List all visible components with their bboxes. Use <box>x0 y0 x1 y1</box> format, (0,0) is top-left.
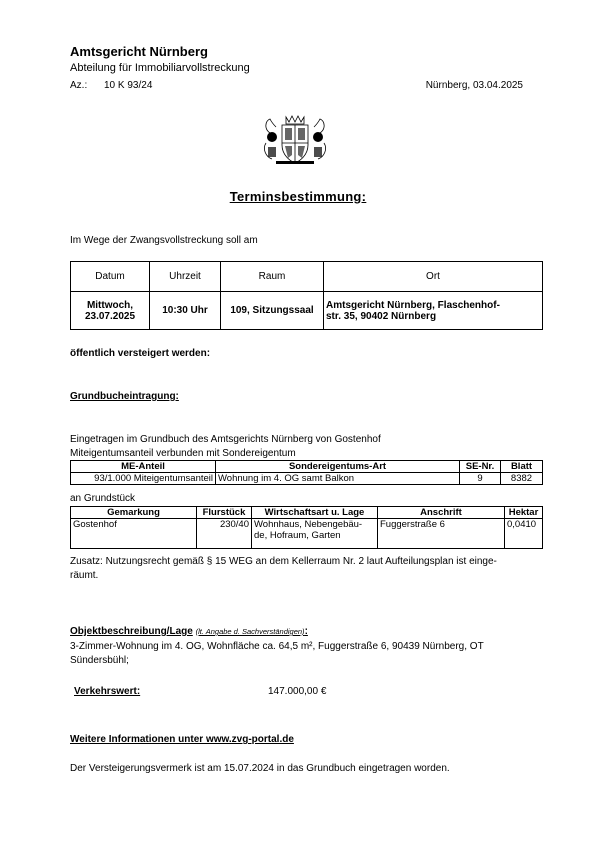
appointment-time: 10:30 Uhr <box>150 292 221 330</box>
hektar-value: 0,0410 <box>505 519 543 549</box>
grundstueck-table <box>70 506 543 549</box>
blatt-value: 8382 <box>501 473 543 485</box>
se-nr-value: 9 <box>460 473 501 485</box>
header-uhrzeit: Uhrzeit <box>150 262 221 292</box>
grundbuch-line1: Eingetragen im Grundbuch des Amtsgerichts Nürnberg von Gostenhof <box>70 434 381 445</box>
wirtschaftsart-line2: de, Hofraum, Garten <box>254 530 341 541</box>
me-anteil-value: 93/1.000 Miteigentumsanteil <box>71 473 216 485</box>
header-wirtschaftsart: Wirtschaftsart u. Lage <box>252 507 378 519</box>
sondereigentum-table <box>70 460 543 485</box>
header-me-anteil: ME-Anteil <box>71 461 216 473</box>
verkehrswert-label: Verkehrswert: <box>74 686 141 697</box>
objekt-heading-colon: : <box>304 626 308 637</box>
grundbuch-line2: Miteigentumsanteil verbunden mit Sondereigentum <box>70 448 296 459</box>
header-sondereigentums-art: Sondereigentums-Art <box>216 461 460 473</box>
footer-text: Der Versteigerungsvermerk ist am 15.07.2024 in das Grundbuch eingetragen worden. <box>70 763 450 774</box>
zusatz-line1: Zusatz: Nutzungsrecht gemäß § 15 WEG an dem Kellerraum Nr. 2 laut Aufteilungsplan ist einge- <box>70 556 497 567</box>
sondereigentums-art-value: Wohnung im 4. OG samt Balkon <box>216 473 460 485</box>
objekt-line1: 3-Zimmer-Wohnung im 4. OG, Wohnfläche ca. 64,5 m², Fuggerstraße 6, 90439 Nürnberg, OT <box>70 641 484 652</box>
place-line2: str. 35, 90402 Nürnberg <box>326 310 437 322</box>
gemarkung-value: Gostenhof <box>71 519 197 549</box>
department: Abteilung für Immobiliarvollstreckung <box>70 62 250 74</box>
zusatz-line2: räumt. <box>70 570 99 581</box>
appointment-table <box>70 261 543 330</box>
place-date: Nürnberg, 03.04.2025 <box>425 80 523 91</box>
coat-of-arms-icon <box>262 113 328 165</box>
appointment-place <box>324 292 543 330</box>
page-title: Terminsbestimmung: <box>229 189 367 204</box>
date-line2: 23.07.2025 <box>84 310 136 322</box>
header-gemarkung: Gemarkung <box>71 507 197 519</box>
grundbuch-heading: Grundbucheintragung: <box>70 391 179 402</box>
auction-text: öffentlich versteigert werden: <box>70 348 211 359</box>
place-line1: Amtsgericht Nürnberg, Flaschenhof- <box>326 299 500 311</box>
header-blatt: Blatt <box>501 461 543 473</box>
appointment-date <box>71 292 150 330</box>
header-se-nr: SE-Nr. <box>460 461 501 473</box>
header-ort: Ort <box>324 262 543 292</box>
court-name: Amtsgericht Nürnberg <box>70 44 208 59</box>
case-number-label: Az.: <box>70 80 88 91</box>
wirtschaftsart-line1: Wohnhaus, Nebengebäu- <box>254 519 363 530</box>
header-datum: Datum <box>71 262 150 292</box>
objekt-heading-line <box>70 626 308 637</box>
intro-text: Im Wege der Zwangsvollstreckung soll am <box>70 235 258 246</box>
weitere-info-link[interactable]: Weitere Informationen unter www.zvg-portal.de <box>70 734 294 745</box>
appointment-room: 109, Sitzungssaal <box>221 292 324 330</box>
flurstueck-value: 230/40 <box>197 519 252 549</box>
objekt-line2: Sündersbühl; <box>70 655 129 666</box>
case-number: 10 K 93/24 <box>104 80 153 91</box>
verkehrswert-value: 147.000,00 € <box>268 686 327 697</box>
objekt-heading-note: (lt. Angabe d. Sachverständigen) <box>195 627 305 636</box>
header-raum: Raum <box>221 262 324 292</box>
objekt-heading: Objektbeschreibung/Lage <box>70 626 193 637</box>
an-grundstueck: an Grundstück <box>70 493 136 504</box>
wirtschaftsart-value <box>252 519 378 549</box>
header-hektar: Hektar <box>505 507 543 519</box>
date-line1: Mittwoch, <box>86 299 134 311</box>
anschrift-value: Fuggerstraße 6 <box>378 519 505 549</box>
header-anschrift: Anschrift <box>378 507 505 519</box>
header-flurstueck: Flurstück <box>197 507 252 519</box>
